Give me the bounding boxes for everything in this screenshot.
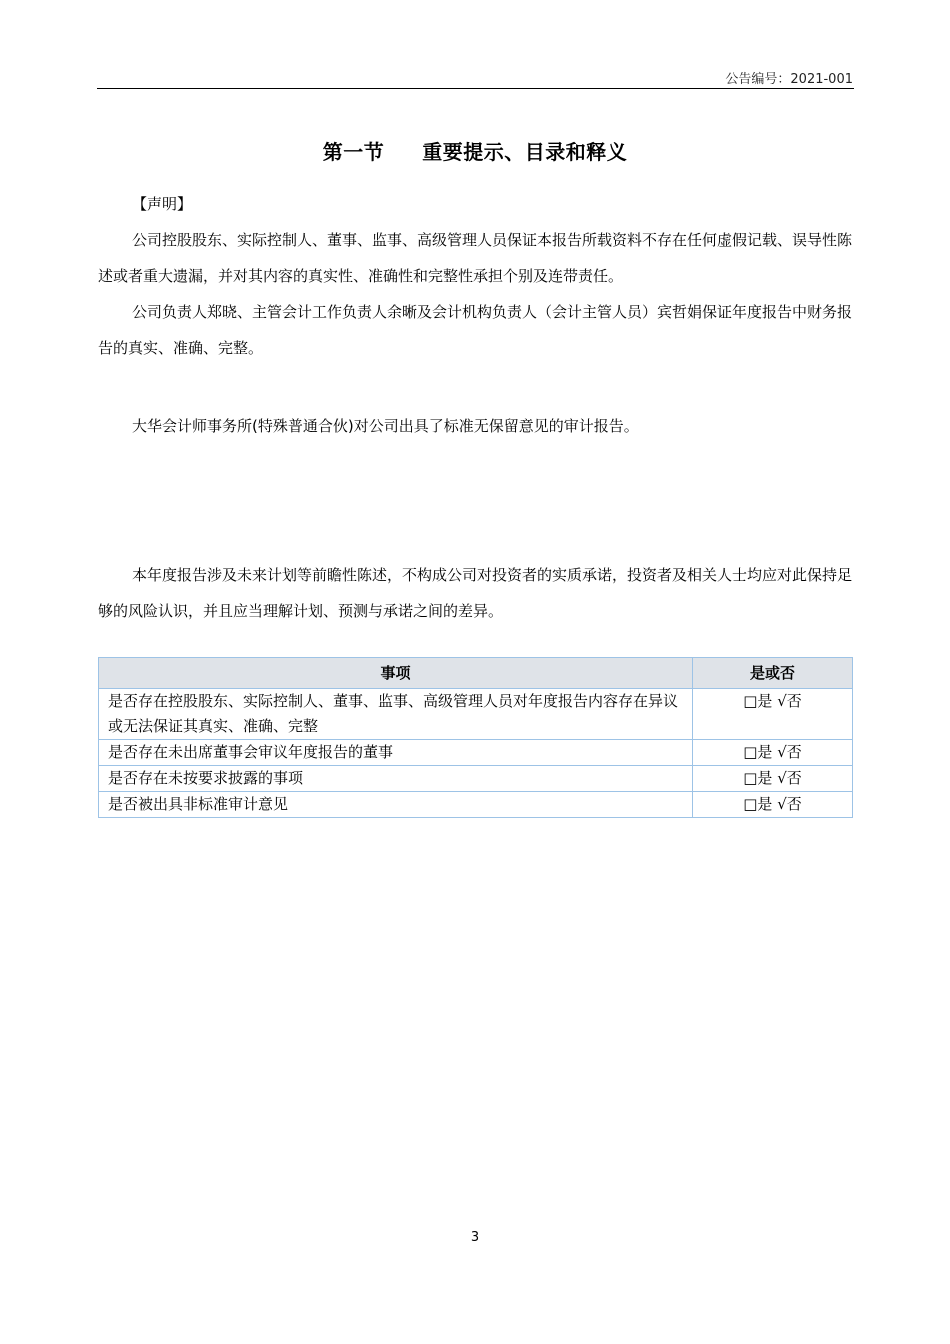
row-item: 是否存在控股股东、实际控制人、董事、监事、高级管理人员对年度报告内容存在异议或无法保证其真实、准确、完整 [99, 689, 693, 740]
row-item: 是否存在未按要求披露的事项 [99, 766, 693, 792]
page-number: 3 [470, 1230, 480, 1245]
row-item: 是否被出具非标准审计意见 [99, 792, 693, 818]
row-answer: □是 √否 [693, 689, 853, 740]
announcement-number: 公告编号：2021-001 [725, 72, 853, 87]
financial-report-guarantee: 公司负责人郑晓、主管会计工作负责人余晰及会计机构负责人（会计主管人员）宾哲娟保证年度报告中财务报告的真实、准确、完整。 [98, 303, 853, 357]
header-answer: 是或否 [693, 658, 853, 689]
section-number: 第一节 [322, 140, 385, 164]
section-heading [0, 136, 950, 165]
row-item: 是否存在未出席董事会审议年度报告的董事 [99, 740, 693, 766]
table-row [99, 740, 853, 766]
table-header-row [99, 658, 853, 689]
row-answer: □是 √否 [693, 766, 853, 792]
forward-looking-statement: 本年度报告涉及未来计划等前瞻性陈述，不构成公司对投资者的实质承诺，投资者及相关人士均应对此保持足够的风险认识，并且应当理解计划、预测与承诺之间的差异。 [98, 566, 853, 620]
matters-table [98, 657, 853, 818]
table-row [99, 689, 853, 740]
row-answer: □是 √否 [693, 740, 853, 766]
table-row [99, 766, 853, 792]
header-divider [97, 88, 854, 89]
audit-opinion-statement: 大华会计师事务所(特殊普通合伙)对公司出具了标准无保留意见的审计报告。 [132, 417, 639, 435]
row-answer: □是 √否 [693, 792, 853, 818]
header-item: 事项 [99, 658, 693, 689]
declaration-label: 【声明】 [132, 195, 193, 213]
table-row [99, 792, 853, 818]
responsibility-statement: 公司控股股东、实际控制人、董事、监事、高级管理人员保证本报告所载资料不存在任何虚假记载、误导性陈述或者重大遗漏，并对其内容的真实性、准确性和完整性承担个别及连带责任。 [98, 231, 853, 285]
section-title: 重要提示、目录和释义 [422, 140, 628, 164]
